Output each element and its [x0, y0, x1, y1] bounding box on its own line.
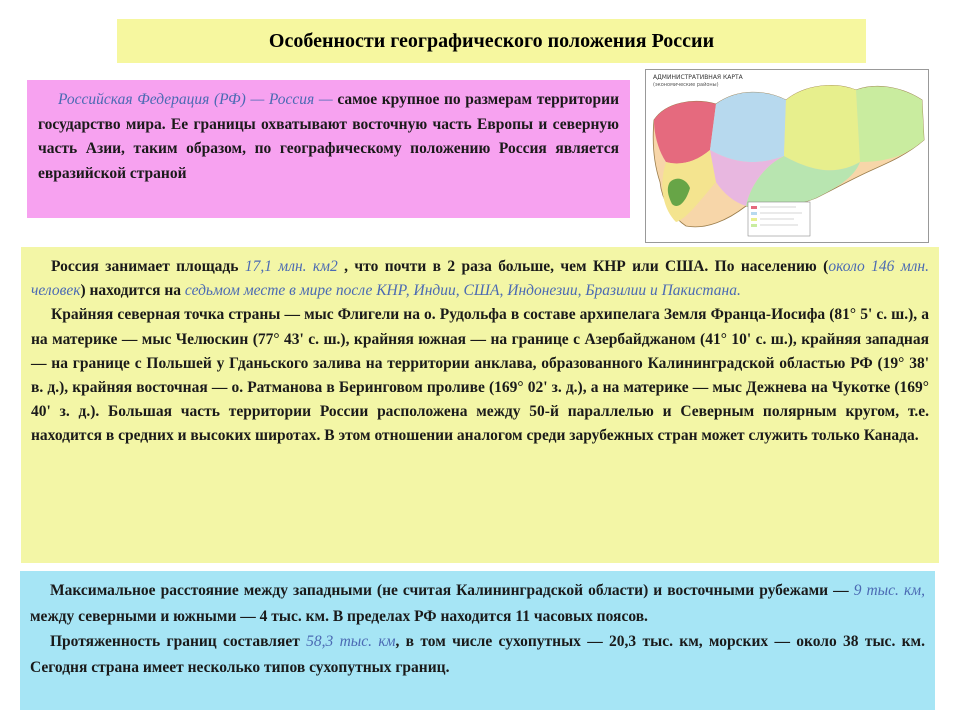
intro-box: [27, 80, 630, 218]
area-paragraph-1: [31, 255, 929, 303]
area-text-c: ) находится на: [80, 282, 185, 300]
intro-highlight: Российская Федерация (РФ) — Россия —: [58, 91, 333, 108]
distance-paragraph-2: [30, 629, 925, 680]
area-paragraph-2: Крайняя северная точка страны — мыс Флигели на о. Рудольфа в составе архипелага Земля Франца-Иосифа (81° 5' с. ш.), а на материке — мыс Челюскин (77° 43' с. ш.), крайняя южная — на границе с Азербайджаном (41° 10' с. ш.), крайняя западная — на границе с Польшей у Гданьского залива на территории анклава, образованного Калининградской областью РФ (19° 38' в. д.), крайняя восточная — о. Ратманова в Беринговом проливе (169° 02' з. д.), а на материке — мыс Дежнева на Чукотке (169° 40' з. д.). Большая часть территории России расположена между 50-й параллелью и Северным полярным кругом, т.е. находится в средних и высоких широтах. В этом отношении аналогом среди зарубежных стран может служить только Канада.: [31, 306, 929, 445]
title-banner: [117, 19, 866, 63]
intro-text: самое крупное по размерам территории государство мира. Ее границы охватывают восточную часть Европы и северную часть Азии, таким образом, по географическому положению Россия является евразийской страной: [38, 91, 619, 182]
area-value: 17,1 млн. км2: [244, 258, 338, 275]
russia-map: [645, 69, 929, 243]
distance-text-a: Максимальное расстояние между западными (не считая Калининградской области) и восточными рубежами —: [50, 582, 854, 599]
map-title: АДМИНИСТРАТИВНАЯ КАРТА: [653, 74, 743, 81]
area-text-b: , что почти в 2 раза больше, чем КНР или США. По населению (: [337, 258, 829, 275]
russia-map-image: [646, 70, 928, 242]
area-box: [21, 247, 939, 563]
distance-text-b: между северными и южными — 4 тыс. км. В пределах РФ находится 11 часовых поясов.: [30, 607, 648, 625]
map-subtitle: (экономические районы): [653, 82, 719, 88]
distance-box: [20, 571, 935, 710]
population-value: около 146 млн. человек: [31, 258, 929, 300]
border-text-a: Протяженность границ составляет: [50, 633, 307, 650]
border-text-b: , в том числе сухопутных — 20,3 тыс. км, морских — около 38 тыс. км. Сегодня страна имеет несколько типов сухопутных границ.: [30, 633, 925, 676]
distance-paragraph-1: [30, 578, 925, 629]
border-length-value: 58,3 тыс. км: [306, 633, 396, 650]
page-title: Особенности географического положения России: [268, 29, 715, 52]
intro-paragraph: [38, 88, 619, 186]
population-rank: седьмом месте в мире после КНР, Индии, США, Индонезии, Бразилии и Пакистана.: [184, 282, 741, 300]
distance-value: 9 тыс. км,: [853, 582, 925, 599]
area-text-a: Россия занимает площадь: [51, 258, 245, 275]
